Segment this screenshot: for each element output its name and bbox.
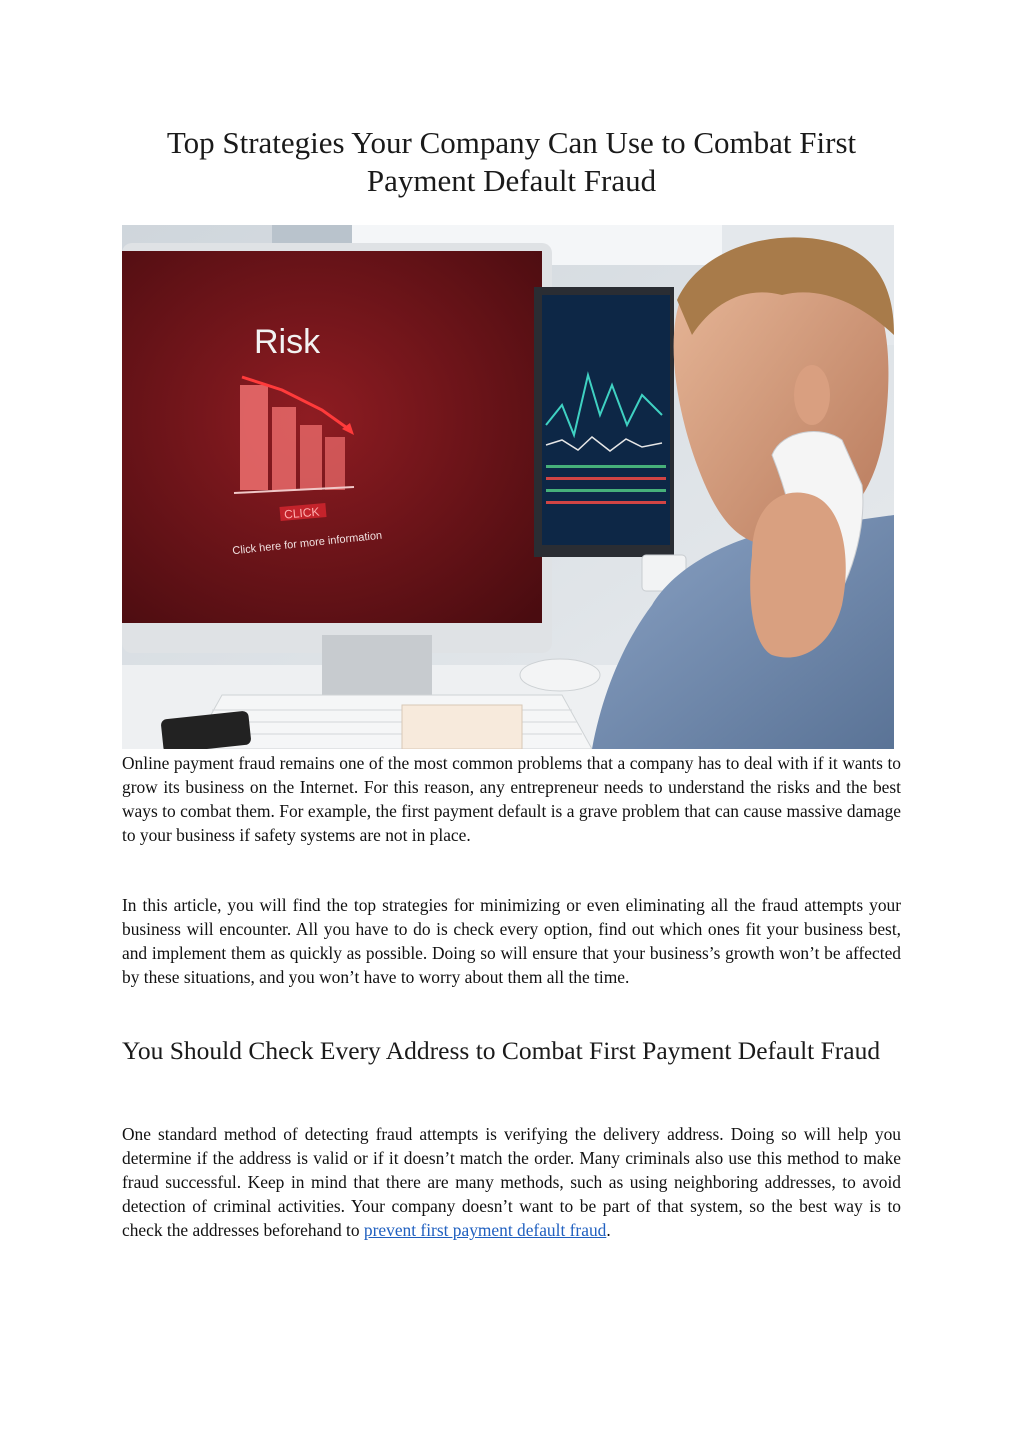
intro-paragraph: Online payment fraud remains one of the most common problems that a company has to deal with if it wants to grow its business on the Internet. For this reason, any entrepreneur needs to understand the risks and the best ways to combat them. For example, the first payment default is a grave problem that can cause massive damage to your business if safety systems are not in place. [122, 753, 901, 845]
document-title: Top Strategies Your Company Can Use to Combat First Payment Default Fraud [166, 125, 857, 198]
section-paragraph-end: . [606, 1220, 611, 1240]
section-paragraph [122, 1122, 901, 1242]
screen-click-button: CLICK [283, 504, 320, 522]
screen-risk-heading: Risk [254, 323, 321, 361]
screen-caption: Click here for more information [231, 529, 383, 558]
article-paragraph: In this article, you will find the top strategies for minimizing or even eliminating all the fraud attempts your business will encounter. All you have to do is check every option, find out which ones fit your business best, and implement them as quickly as possible. Doing so will ensure that your business’s growth won’t be affected by these situations, and you won’t have to worry about them all the time. [122, 895, 901, 987]
hero-image [122, 225, 894, 749]
section-paragraph-text: One standard method of detecting fraud attempts is verifying the delivery address. Doing so will help you determine if the address is valid or if it doesn’t match the order. Many criminals also use this method to make fraud successful. Keep in mind that there are many methods, such as using neighboring addresses, to avoid detection of criminal activities. Your company doesn’t want to be part of that system, so the best way is to check the addresses beforehand to [122, 1124, 901, 1240]
prevent-fraud-link[interactable]: prevent first payment default fraud [363, 1220, 607, 1240]
section-heading: You Should Check Every Address to Combat First Payment Default Fraud [122, 1036, 881, 1065]
